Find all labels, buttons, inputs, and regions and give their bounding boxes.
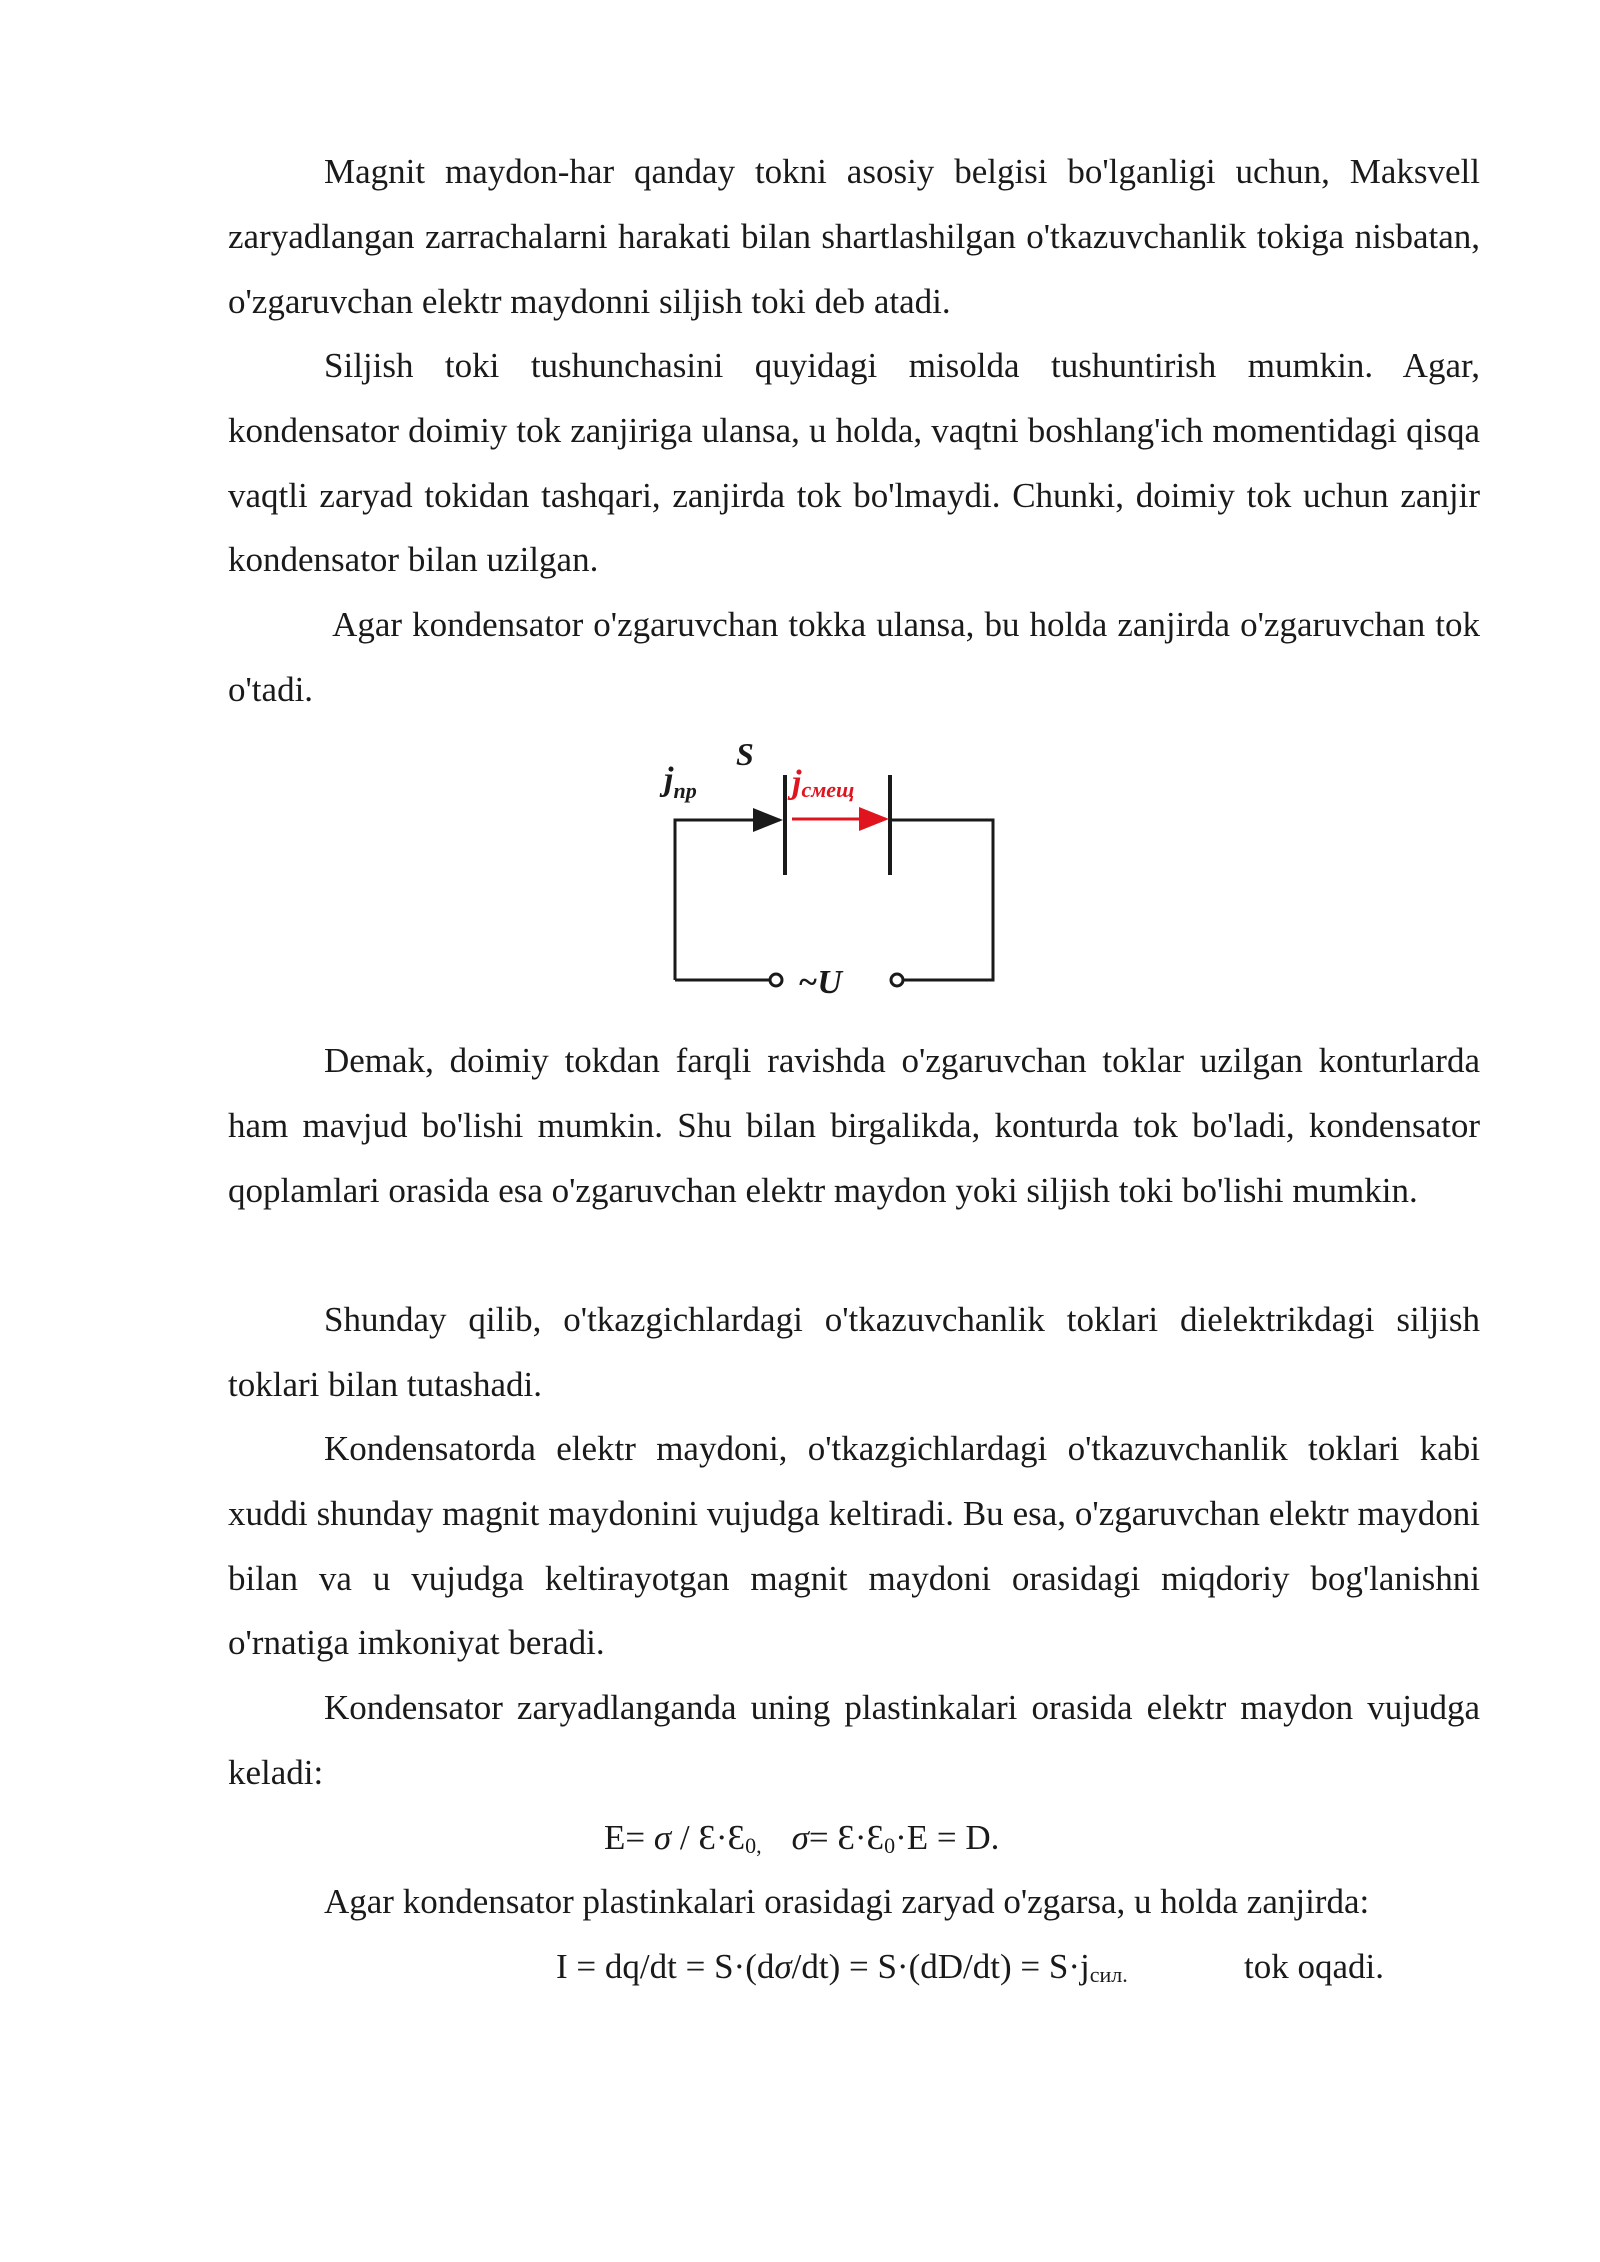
- paragraph-5: [228, 1288, 1480, 1418]
- paragraph-6-text: Kondensatorda elektr maydoni, o'tkazgichlardagi o'tkazuvchanlik toklari kabi xuddi shunday magnit maydonini vujudga keltiradi. Bu esa, o'zgaruvchan elektr maydoni bilan va u vujudga keltirayotgan magnit maydoni orasidagi miqdoriy bog'lanishni o'rnatiga imkoniyat beradi.: [228, 1429, 1480, 1663]
- paragraph-8: [228, 1870, 1480, 1935]
- paragraph-4: [228, 1029, 1480, 1223]
- formula-field-strength: $E= \sigma / Ɛ\cdot Ɛ_{0,}$ $\sigma= Ɛ\cdot Ɛ_0\cdot E = D$.: [604, 1818, 1000, 1858]
- paragraph-2-text: Siljish toki tushunchasini quyidagi misolda tushuntirish mumkin. Agar, kondensator doimiy tok zanjiriga ulansa, u holda, vaqtni boshlang'ich momentidagi qisqa vaqtli zaryad tokidan tashqari, zanjirda tok bo'lmaydi. Chunki, doimiy tok uchun zanjir kondensator bilan uzilgan.: [228, 346, 1480, 580]
- formula-current: $I = dq/dt = S\cdot(d\sigma/dt) = S\cdot(dD/dt) = S\cdot j_{сил.}$: [556, 1947, 1128, 1987]
- paragraph-2: [228, 334, 1480, 593]
- paragraph-8-text: Agar kondensator plastinkalari orasidagi zaryad o'zgarsa, u holda zanjirda:: [324, 1882, 1370, 1921]
- capacitor-circuit-diagram: [650, 735, 1010, 1010]
- label-displacement-current: jсмещ: [792, 764, 855, 802]
- paragraph-7: [228, 1676, 1480, 1806]
- paragraph-1: [228, 140, 1480, 334]
- circuit-svg: [650, 735, 1010, 1010]
- paragraph-3: [228, 593, 1480, 723]
- formula-current-tail: tok oqadi.: [1244, 1947, 1384, 1986]
- circuit-wire-right: [890, 820, 993, 980]
- paragraph-1-text: Magnit maydon-har qanday tokni asosiy belgisi bo'lganligi uchun, Maksvell zaryadlangan zarrachalarni harakati bilan shartlashilgan o'tkazuvchanlik tokiga nisbatan, o'zgaruvchan elektr maydonni siljish toki deb atadi.: [228, 152, 1480, 321]
- paragraph-3-text: Agar kondensator o'zgaruvchan tokka ulansa, bu holda zanjirda o'zgaruvchan tok o'tadi.: [228, 605, 1480, 709]
- terminal-right: [891, 974, 903, 986]
- paragraph-7-text: Kondensator zaryadlanganda uning plastinkalari orasida elektr maydon vujudga keladi:: [228, 1688, 1480, 1792]
- paragraph-6: [228, 1417, 1480, 1676]
- paragraph-4-text: Demak, doimiy tokdan farqli ravishda o'zgaruvchan toklar uzilgan konturlarda ham mavjud bo'lishi mumkin. Shu bilan birgalikda, konturda tok bo'ladi, kondensator qoplamlari orasida esa o'zgaruvchan elektr maydon yoki siljish toki bo'lishi mumkin.: [228, 1041, 1480, 1210]
- label-voltage: ~U: [798, 964, 842, 1001]
- label-conduction-current: $j_{пр}$: [664, 761, 697, 803]
- terminal-left: [770, 974, 782, 986]
- label-area-s: S: [736, 736, 754, 772]
- circuit-wire-left: [675, 820, 780, 980]
- paragraph-5-text: Shunday qilib, o'tkazgichlardagi o'tkazuvchanlik toklari dielektrikdagi siljish toklari bilan tutashadi.: [228, 1300, 1480, 1404]
